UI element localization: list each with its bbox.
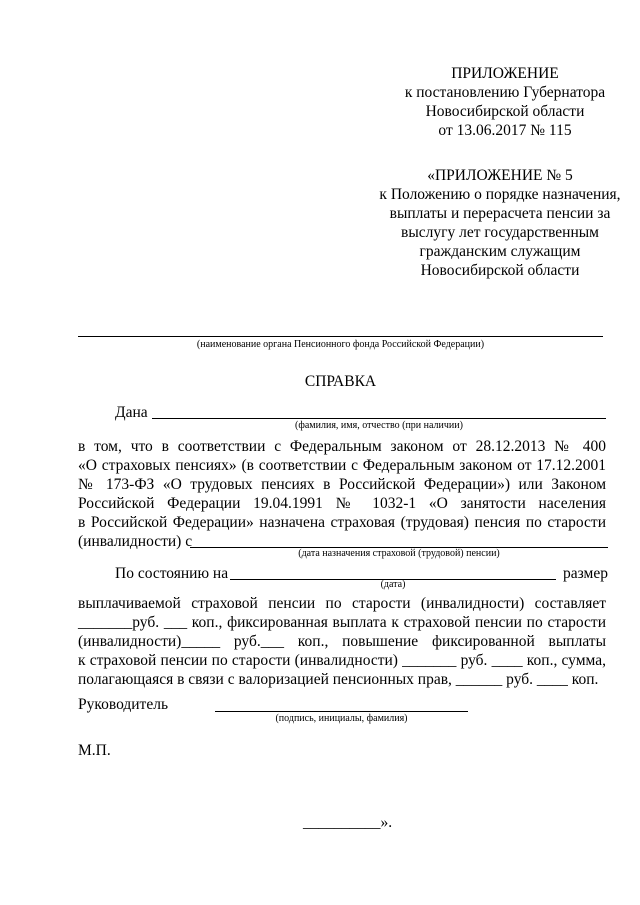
body-line: в том, что в соответствии с Федеральным законом от 28.12.2013 № 400 bbox=[78, 438, 606, 455]
body-line: Российской Федерации 19.04.1991 № 1032-1 «О занятости населения bbox=[78, 495, 606, 512]
body-line: полагающаяся в связи с валоризацией пенсионных прав, ______ руб. ____ коп. bbox=[78, 671, 599, 688]
given-name-line bbox=[152, 418, 606, 419]
body-line: выплачиваемой страховой пенсии по старости (инвалидности) составляет bbox=[78, 595, 606, 612]
given-name-caption: (фамилия, имя, отчество (при наличии) bbox=[295, 420, 463, 431]
appendix5-line: Новосибирской области bbox=[420, 262, 580, 279]
pension-date-caption: (дата назначения страховой (трудовой) пенсии) bbox=[298, 548, 500, 559]
body-line: (инвалидности) с bbox=[78, 533, 193, 550]
as-of-date-caption: (дата) bbox=[380, 579, 406, 590]
org-name-line bbox=[78, 336, 603, 337]
body-line: к страховой пенсии по старости (инвалидности) _______ руб. ____ коп., сумма, bbox=[78, 652, 606, 669]
appendix5-line: гражданским служащим bbox=[419, 243, 581, 260]
body-line: в Российской Федерации» назначена страховая (трудовая) пенсия по старости bbox=[78, 514, 606, 531]
size-label: размер bbox=[563, 565, 608, 582]
appendix-ref-date: от 13.06.2017 № 115 bbox=[438, 122, 572, 139]
signature-line bbox=[215, 711, 468, 712]
appendix-ref-line: Новосибирской области bbox=[425, 103, 585, 120]
appendix5-header bbox=[355, 166, 640, 280]
stamp-place: М.П. bbox=[78, 742, 111, 759]
body-line: (инвалидности)_____ руб.___ коп., повышение фиксированной выплаты bbox=[78, 633, 606, 650]
appendix5-title: «ПРИЛОЖЕНИЕ № 5 bbox=[427, 167, 573, 184]
closing-quote: __________». bbox=[303, 814, 393, 831]
appendix-header bbox=[380, 64, 630, 140]
given-label: Дана bbox=[115, 404, 148, 421]
appendix-ref-line: к постановлению Губернатора bbox=[404, 84, 606, 101]
appendix-title: ПРИЛОЖЕНИЕ bbox=[451, 65, 559, 82]
body-line: № 173-ФЗ «О трудовых пенсиях в Российской Федерации») или Законом bbox=[78, 476, 606, 493]
document-title: СПРАВКА bbox=[304, 373, 377, 390]
appendix5-line: к Положению о порядке назначения, bbox=[379, 186, 621, 203]
org-name-caption: (наименование органа Пенсионного фонда Российской Федерации) bbox=[196, 339, 485, 350]
signature-caption: (подпись, инициалы, фамилия) bbox=[275, 713, 408, 724]
appendix5-line: выслугу лет государственным bbox=[401, 224, 599, 241]
appendix5-line: выплаты и перерасчета пенсии за bbox=[389, 205, 611, 222]
as-of-label: По состоянию на bbox=[115, 565, 229, 582]
signature-label: Руководитель bbox=[78, 696, 169, 713]
body-line: «О страховых пенсиях» (в соответствии с Федеральным законом от 17.12.2001 bbox=[78, 457, 606, 474]
body-line: _______руб. ___ коп., фиксированная выплата к страховой пенсии по старости bbox=[78, 614, 606, 631]
